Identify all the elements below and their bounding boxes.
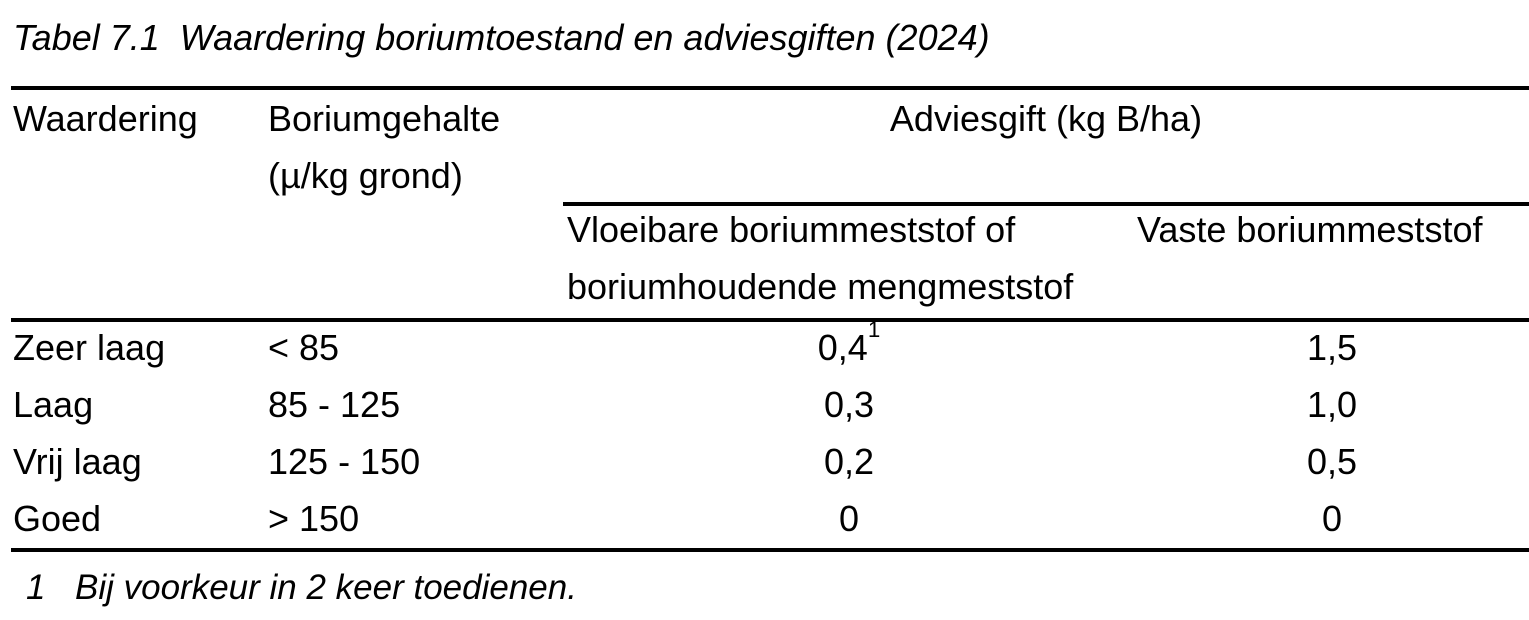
column-header-boriumgehalte: Boriumgehalte bbox=[268, 98, 501, 139]
cell-vast: 1,5 bbox=[1306, 327, 1358, 368]
cell-vloeibaar: 0 bbox=[838, 498, 860, 539]
cell-vloeibaar: 0,2 bbox=[823, 441, 875, 482]
cell-waardering: Vrij laag bbox=[13, 441, 142, 482]
cell-boriumgehalte: 85 - 125 bbox=[268, 384, 401, 425]
cell-vast: 1,0 bbox=[1306, 384, 1358, 425]
column-header-boriumgehalte-unit: (µ/kg grond) bbox=[268, 155, 463, 196]
cell-vloeibaar: 0,3 bbox=[823, 384, 875, 425]
cell-waardering: Laag bbox=[13, 384, 94, 425]
subcolumn-header-vloeibaar-line1: Vloeibare boriummeststof of bbox=[567, 209, 1016, 250]
footnote-marker-superscript: 1 bbox=[867, 316, 881, 342]
footnote-text: Bij voorkeur in 2 keer toedienen. bbox=[75, 568, 577, 607]
cell-vast: 0 bbox=[1321, 498, 1343, 539]
cell-boriumgehalte: < 85 bbox=[268, 327, 340, 368]
cell-boriumgehalte: > 150 bbox=[268, 498, 360, 539]
cell-boriumgehalte: 125 - 150 bbox=[268, 441, 421, 482]
subcolumn-header-vloeibaar-line2: boriumhoudende mengmeststof bbox=[567, 266, 1074, 307]
cell-waardering: Zeer laag bbox=[13, 327, 166, 368]
column-group-header-adviesgift: Adviesgift (kg B/ha) bbox=[889, 98, 1203, 139]
column-header-waardering: Waardering bbox=[13, 98, 198, 139]
footnote-marker: 1 bbox=[26, 568, 46, 607]
subcolumn-header-vast: Vaste boriummeststof bbox=[1137, 209, 1483, 250]
table-top-rule bbox=[11, 86, 1529, 90]
cell-waardering: Goed bbox=[13, 498, 102, 539]
cell-vloeibaar: 0,4$^1$ bbox=[817, 316, 881, 368]
table-bottom-rule bbox=[11, 548, 1529, 552]
group-header-rule bbox=[563, 202, 1529, 206]
header-body-rule bbox=[11, 318, 1529, 322]
table-caption: Tabel 7.1 Waardering boriumtoestand en adviesgiften (2024) bbox=[13, 17, 990, 58]
cell-vast: 0,5 bbox=[1306, 441, 1358, 482]
